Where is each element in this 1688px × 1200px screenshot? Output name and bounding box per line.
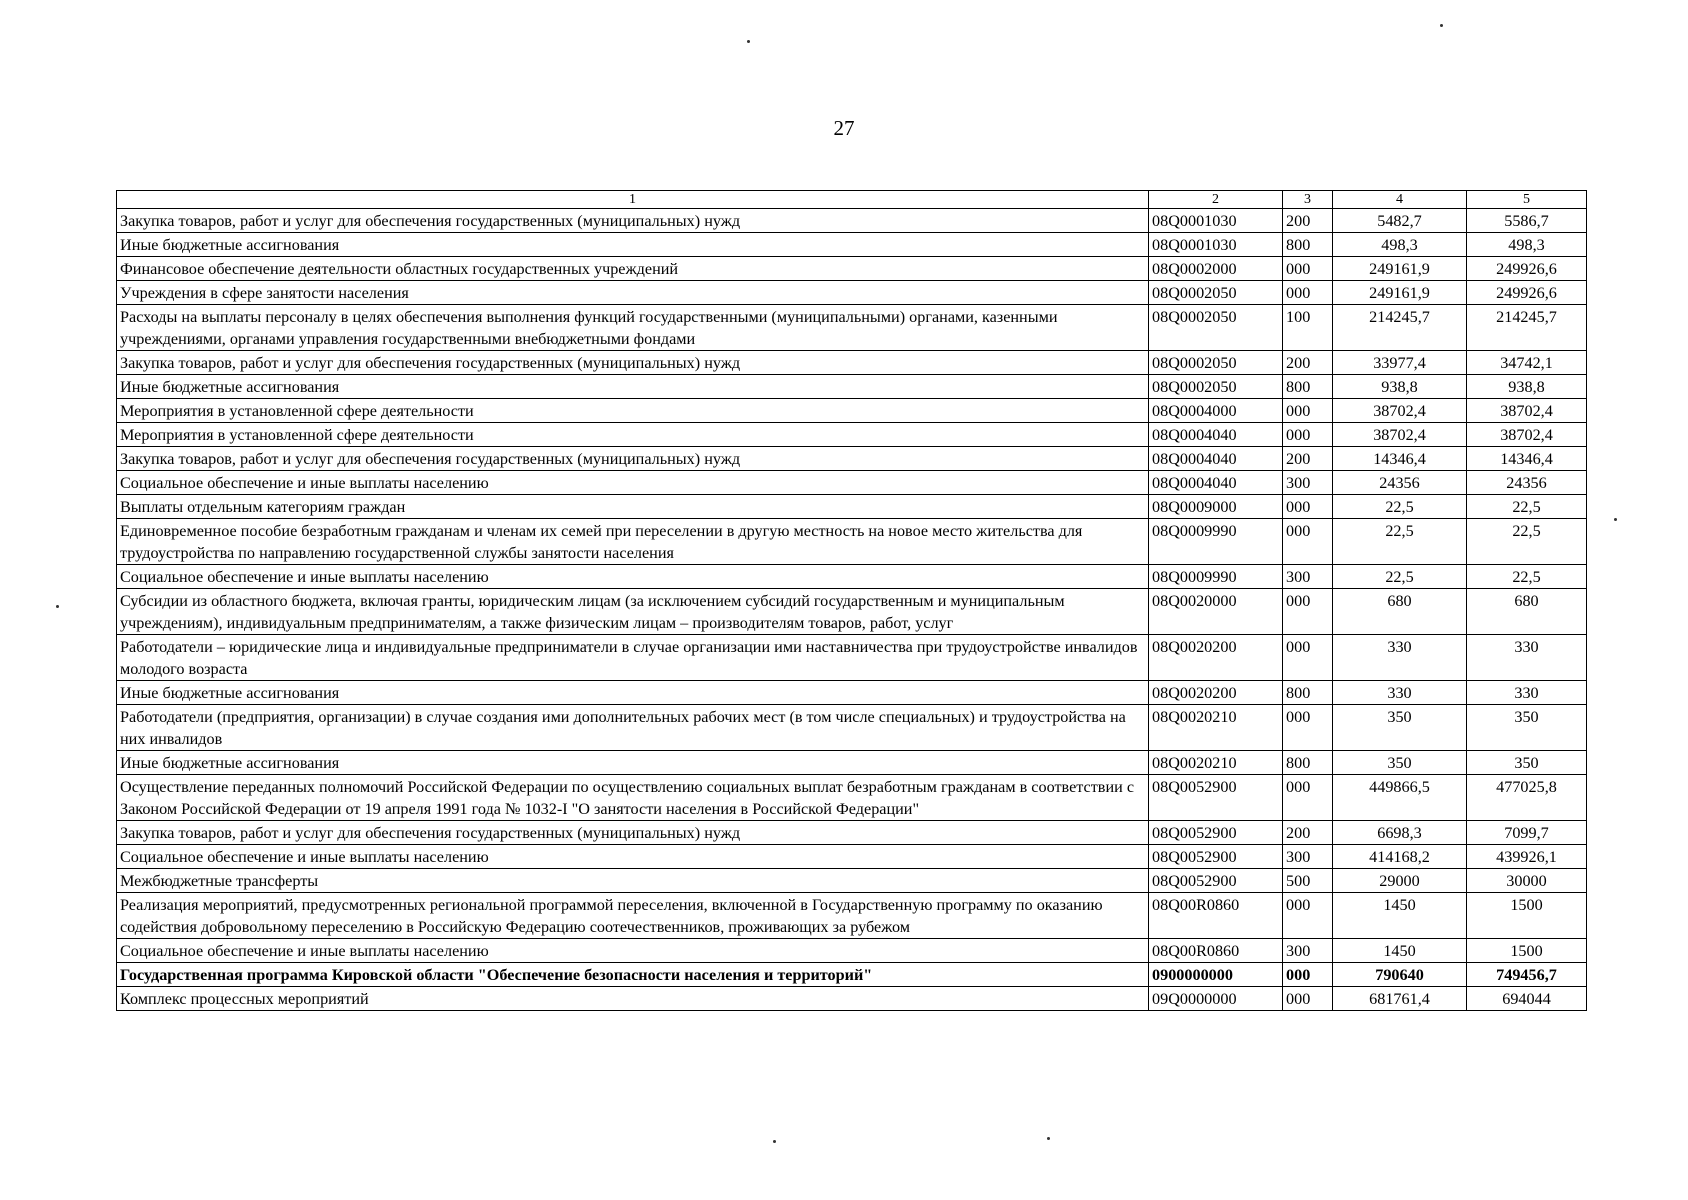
row-name-cell: Работодатели (предприятия, организации) в случае создания ими дополнительных рабочих мест (в том числе специальных) и трудоустройства на них инвалидов xyxy=(117,705,1149,751)
row-code-cell: 0900000000 xyxy=(1149,963,1283,987)
row-name-cell: Межбюджетные трансферты xyxy=(117,869,1149,893)
header-row xyxy=(117,191,1587,209)
row-kind-cell: 000 xyxy=(1283,987,1333,1011)
row-name-cell: Иные бюджетные ассигнования xyxy=(117,233,1149,257)
row-name-cell: Учреждения в сфере занятости населения xyxy=(117,281,1149,305)
row-value-col5-cell: 749456,7 xyxy=(1467,963,1587,987)
row-code-cell: 08Q0020200 xyxy=(1149,681,1283,705)
row-value-col5-cell: 330 xyxy=(1467,681,1587,705)
row-value-col4-cell: 350 xyxy=(1333,751,1467,775)
row-value-col5-cell: 694044 xyxy=(1467,987,1587,1011)
row-value-col5-cell: 249926,6 xyxy=(1467,281,1587,305)
scan-speck xyxy=(1047,1137,1050,1140)
row-kind-cell: 000 xyxy=(1283,963,1333,987)
row-kind-cell: 300 xyxy=(1283,939,1333,963)
table-row xyxy=(117,565,1587,589)
row-kind-cell: 800 xyxy=(1283,375,1333,399)
scan-speck xyxy=(1614,518,1617,521)
row-name-cell: Государственная программа Кировской области "Обеспечение безопасности населения и территорий" xyxy=(117,963,1149,987)
row-name-cell: Закупка товаров, работ и услуг для обеспечения государственных (муниципальных) нужд xyxy=(117,351,1149,375)
header-cell-1: 1 xyxy=(117,191,1149,209)
row-value-col4-cell: 330 xyxy=(1333,681,1467,705)
row-value-col4-cell: 22,5 xyxy=(1333,495,1467,519)
row-value-col4-cell: 24356 xyxy=(1333,471,1467,495)
row-kind-cell: 200 xyxy=(1283,351,1333,375)
row-code-cell: 09Q0000000 xyxy=(1149,987,1283,1011)
row-value-col4-cell: 350 xyxy=(1333,705,1467,751)
row-kind-cell: 200 xyxy=(1283,447,1333,471)
row-code-cell: 08Q0001030 xyxy=(1149,233,1283,257)
header-cell-3: 3 xyxy=(1283,191,1333,209)
row-name-cell: Субсидии из областного бюджета, включая гранты, юридическим лицам (за исключением субсидий государственным и муниципальным учреждениям), индивидуальным предпринимателям, а также физическим лицам – производителям товаров, работ, услуг xyxy=(117,589,1149,635)
table-row xyxy=(117,351,1587,375)
row-kind-cell: 200 xyxy=(1283,821,1333,845)
row-value-col4-cell: 38702,4 xyxy=(1333,423,1467,447)
table-row xyxy=(117,281,1587,305)
row-kind-cell: 000 xyxy=(1283,893,1333,939)
row-value-col4-cell: 1450 xyxy=(1333,939,1467,963)
row-kind-cell: 000 xyxy=(1283,281,1333,305)
row-name-cell: Мероприятия в установленной сфере деятельности xyxy=(117,423,1149,447)
table-row xyxy=(117,447,1587,471)
row-value-col5-cell: 214245,7 xyxy=(1467,305,1587,351)
row-code-cell: 08Q0052900 xyxy=(1149,869,1283,893)
row-kind-cell: 100 xyxy=(1283,305,1333,351)
row-name-cell: Выплаты отдельным категориям граждан xyxy=(117,495,1149,519)
row-value-col5-cell: 330 xyxy=(1467,635,1587,681)
row-name-cell: Иные бюджетные ассигнования xyxy=(117,375,1149,399)
row-code-cell: 08Q0009990 xyxy=(1149,565,1283,589)
row-name-cell: Закупка товаров, работ и услуг для обеспечения государственных (муниципальных) нужд xyxy=(117,209,1149,233)
header-cell-5: 5 xyxy=(1467,191,1587,209)
row-name-cell: Социальное обеспечение и иные выплаты населению xyxy=(117,565,1149,589)
row-kind-cell: 000 xyxy=(1283,399,1333,423)
row-name-cell: Иные бюджетные ассигнования xyxy=(117,751,1149,775)
table-row xyxy=(117,495,1587,519)
table-row xyxy=(117,775,1587,821)
table-row xyxy=(117,423,1587,447)
row-code-cell: 08Q0002050 xyxy=(1149,281,1283,305)
row-kind-cell: 000 xyxy=(1283,423,1333,447)
row-value-col5-cell: 24356 xyxy=(1467,471,1587,495)
row-value-col4-cell: 330 xyxy=(1333,635,1467,681)
table-row xyxy=(117,939,1587,963)
row-kind-cell: 000 xyxy=(1283,635,1333,681)
row-value-col5-cell: 350 xyxy=(1467,705,1587,751)
row-value-col4-cell: 249161,9 xyxy=(1333,281,1467,305)
table-row xyxy=(117,705,1587,751)
row-value-col5-cell: 350 xyxy=(1467,751,1587,775)
table-row xyxy=(117,821,1587,845)
row-code-cell: 08Q0004040 xyxy=(1149,447,1283,471)
row-code-cell: 08Q0002050 xyxy=(1149,375,1283,399)
row-value-col5-cell: 14346,4 xyxy=(1467,447,1587,471)
row-name-cell: Социальное обеспечение и иные выплаты населению xyxy=(117,471,1149,495)
row-value-col4-cell: 22,5 xyxy=(1333,519,1467,565)
table-row xyxy=(117,233,1587,257)
row-code-cell: 08Q0052900 xyxy=(1149,775,1283,821)
row-code-cell: 08Q0001030 xyxy=(1149,209,1283,233)
row-value-col5-cell: 22,5 xyxy=(1467,565,1587,589)
row-name-cell: Финансовое обеспечение деятельности областных государственных учреждений xyxy=(117,257,1149,281)
row-kind-cell: 000 xyxy=(1283,519,1333,565)
table-row xyxy=(117,751,1587,775)
row-name-cell: Закупка товаров, работ и услуг для обеспечения государственных (муниципальных) нужд xyxy=(117,821,1149,845)
scan-speck xyxy=(1440,24,1443,27)
row-value-col5-cell: 5586,7 xyxy=(1467,209,1587,233)
row-kind-cell: 300 xyxy=(1283,845,1333,869)
row-value-col4-cell: 33977,4 xyxy=(1333,351,1467,375)
row-name-cell: Осуществление переданных полномочий Российской Федерации по осуществлению социальных выплат безработным гражданам в соответствии с Законом Российской Федерации от 19 апреля 1991 года № 1032-I "О занятости населения в Российской Федерации" xyxy=(117,775,1149,821)
row-name-cell: Социальное обеспечение и иные выплаты населению xyxy=(117,845,1149,869)
table-row xyxy=(117,209,1587,233)
row-value-col5-cell: 38702,4 xyxy=(1467,423,1587,447)
row-value-col4-cell: 414168,2 xyxy=(1333,845,1467,869)
row-kind-cell: 200 xyxy=(1283,209,1333,233)
row-name-cell: Иные бюджетные ассигнования xyxy=(117,681,1149,705)
row-code-cell: 08Q0009990 xyxy=(1149,519,1283,565)
scan-speck xyxy=(56,605,59,608)
row-name-cell: Единовременное пособие безработным гражданам и членам их семей при переселении в другую местность на новое место жительства для трудоустройства по направлению государственной службы занятости населения xyxy=(117,519,1149,565)
row-kind-cell: 500 xyxy=(1283,869,1333,893)
table-row xyxy=(117,519,1587,565)
header-cell-4: 4 xyxy=(1333,191,1467,209)
table-row xyxy=(117,257,1587,281)
scan-speck xyxy=(747,40,750,43)
row-value-col4-cell: 6698,3 xyxy=(1333,821,1467,845)
row-value-col5-cell: 1500 xyxy=(1467,893,1587,939)
row-kind-cell: 800 xyxy=(1283,233,1333,257)
row-kind-cell: 800 xyxy=(1283,751,1333,775)
row-value-col5-cell: 680 xyxy=(1467,589,1587,635)
row-kind-cell: 000 xyxy=(1283,257,1333,281)
table-row xyxy=(117,845,1587,869)
scan-speck xyxy=(773,1140,776,1143)
row-kind-cell: 300 xyxy=(1283,565,1333,589)
table-row xyxy=(117,375,1587,399)
row-code-cell: 08Q0004040 xyxy=(1149,471,1283,495)
row-value-col5-cell: 477025,8 xyxy=(1467,775,1587,821)
row-value-col4-cell: 214245,7 xyxy=(1333,305,1467,351)
row-value-col5-cell: 7099,7 xyxy=(1467,821,1587,845)
row-kind-cell: 300 xyxy=(1283,471,1333,495)
budget-table xyxy=(116,190,1587,1011)
row-value-col5-cell: 439926,1 xyxy=(1467,845,1587,869)
row-kind-cell: 000 xyxy=(1283,495,1333,519)
row-value-col4-cell: 680 xyxy=(1333,589,1467,635)
row-value-col4-cell: 681761,4 xyxy=(1333,987,1467,1011)
row-value-col4-cell: 1450 xyxy=(1333,893,1467,939)
row-value-col4-cell: 449866,5 xyxy=(1333,775,1467,821)
row-value-col4-cell: 22,5 xyxy=(1333,565,1467,589)
row-kind-cell: 000 xyxy=(1283,589,1333,635)
row-value-col5-cell: 938,8 xyxy=(1467,375,1587,399)
row-code-cell: 08Q0004000 xyxy=(1149,399,1283,423)
table-row xyxy=(117,681,1587,705)
row-code-cell: 08Q0020210 xyxy=(1149,751,1283,775)
row-code-cell: 08Q0020210 xyxy=(1149,705,1283,751)
row-value-col5-cell: 34742,1 xyxy=(1467,351,1587,375)
page-number: 27 xyxy=(833,116,855,140)
row-value-col5-cell: 1500 xyxy=(1467,939,1587,963)
table-row xyxy=(117,471,1587,495)
row-code-cell: 08Q0002050 xyxy=(1149,351,1283,375)
row-code-cell: 08Q0020000 xyxy=(1149,589,1283,635)
row-value-col4-cell: 790640 xyxy=(1333,963,1467,987)
header-cell-2: 2 xyxy=(1149,191,1283,209)
row-kind-cell: 000 xyxy=(1283,705,1333,751)
row-value-col4-cell: 29000 xyxy=(1333,869,1467,893)
budget-table-body xyxy=(117,191,1587,1011)
row-name-cell: Реализация мероприятий, предусмотренных региональной программой переселения, включенной в Государственную программу по оказанию содействия добровольному переселению в Российскую Федерацию соотечественников, проживающих за рубежом xyxy=(117,893,1149,939)
row-code-cell: 08Q0002000 xyxy=(1149,257,1283,281)
row-value-col5-cell: 498,3 xyxy=(1467,233,1587,257)
row-value-col5-cell: 30000 xyxy=(1467,869,1587,893)
row-code-cell: 08Q0004040 xyxy=(1149,423,1283,447)
row-value-col5-cell: 249926,6 xyxy=(1467,257,1587,281)
row-name-cell: Мероприятия в установленной сфере деятельности xyxy=(117,399,1149,423)
row-name-cell: Социальное обеспечение и иные выплаты населению xyxy=(117,939,1149,963)
row-kind-cell: 000 xyxy=(1283,775,1333,821)
table-row xyxy=(117,399,1587,423)
row-code-cell: 08Q0009000 xyxy=(1149,495,1283,519)
row-name-cell: Работодатели – юридические лица и индивидуальные предприниматели в случае организации ими наставничества при трудоустройстве инвалидов молодого возраста xyxy=(117,635,1149,681)
row-value-col5-cell: 22,5 xyxy=(1467,495,1587,519)
table-row xyxy=(117,987,1587,1011)
row-value-col5-cell: 22,5 xyxy=(1467,519,1587,565)
row-code-cell: 08Q0020200 xyxy=(1149,635,1283,681)
row-code-cell: 08Q0052900 xyxy=(1149,845,1283,869)
row-value-col4-cell: 14346,4 xyxy=(1333,447,1467,471)
row-code-cell: 08Q0052900 xyxy=(1149,821,1283,845)
row-name-cell: Комплекс процессных мероприятий xyxy=(117,987,1149,1011)
table-row xyxy=(117,305,1587,351)
row-code-cell: 08Q00R0860 xyxy=(1149,893,1283,939)
row-code-cell: 08Q0002050 xyxy=(1149,305,1283,351)
table-row xyxy=(117,893,1587,939)
row-kind-cell: 800 xyxy=(1283,681,1333,705)
row-value-col4-cell: 498,3 xyxy=(1333,233,1467,257)
row-code-cell: 08Q00R0860 xyxy=(1149,939,1283,963)
table-row xyxy=(117,963,1587,987)
row-value-col5-cell: 38702,4 xyxy=(1467,399,1587,423)
row-name-cell: Расходы на выплаты персоналу в целях обеспечения выполнения функций государственными (муниципальными) органами, казенными учреждениями, органами управления государственными внебюджетными фондами xyxy=(117,305,1149,351)
table-row xyxy=(117,635,1587,681)
row-value-col4-cell: 38702,4 xyxy=(1333,399,1467,423)
table-row xyxy=(117,869,1587,893)
row-value-col4-cell: 5482,7 xyxy=(1333,209,1467,233)
row-value-col4-cell: 938,8 xyxy=(1333,375,1467,399)
row-value-col4-cell: 249161,9 xyxy=(1333,257,1467,281)
row-name-cell: Закупка товаров, работ и услуг для обеспечения государственных (муниципальных) нужд xyxy=(117,447,1149,471)
table-row xyxy=(117,589,1587,635)
